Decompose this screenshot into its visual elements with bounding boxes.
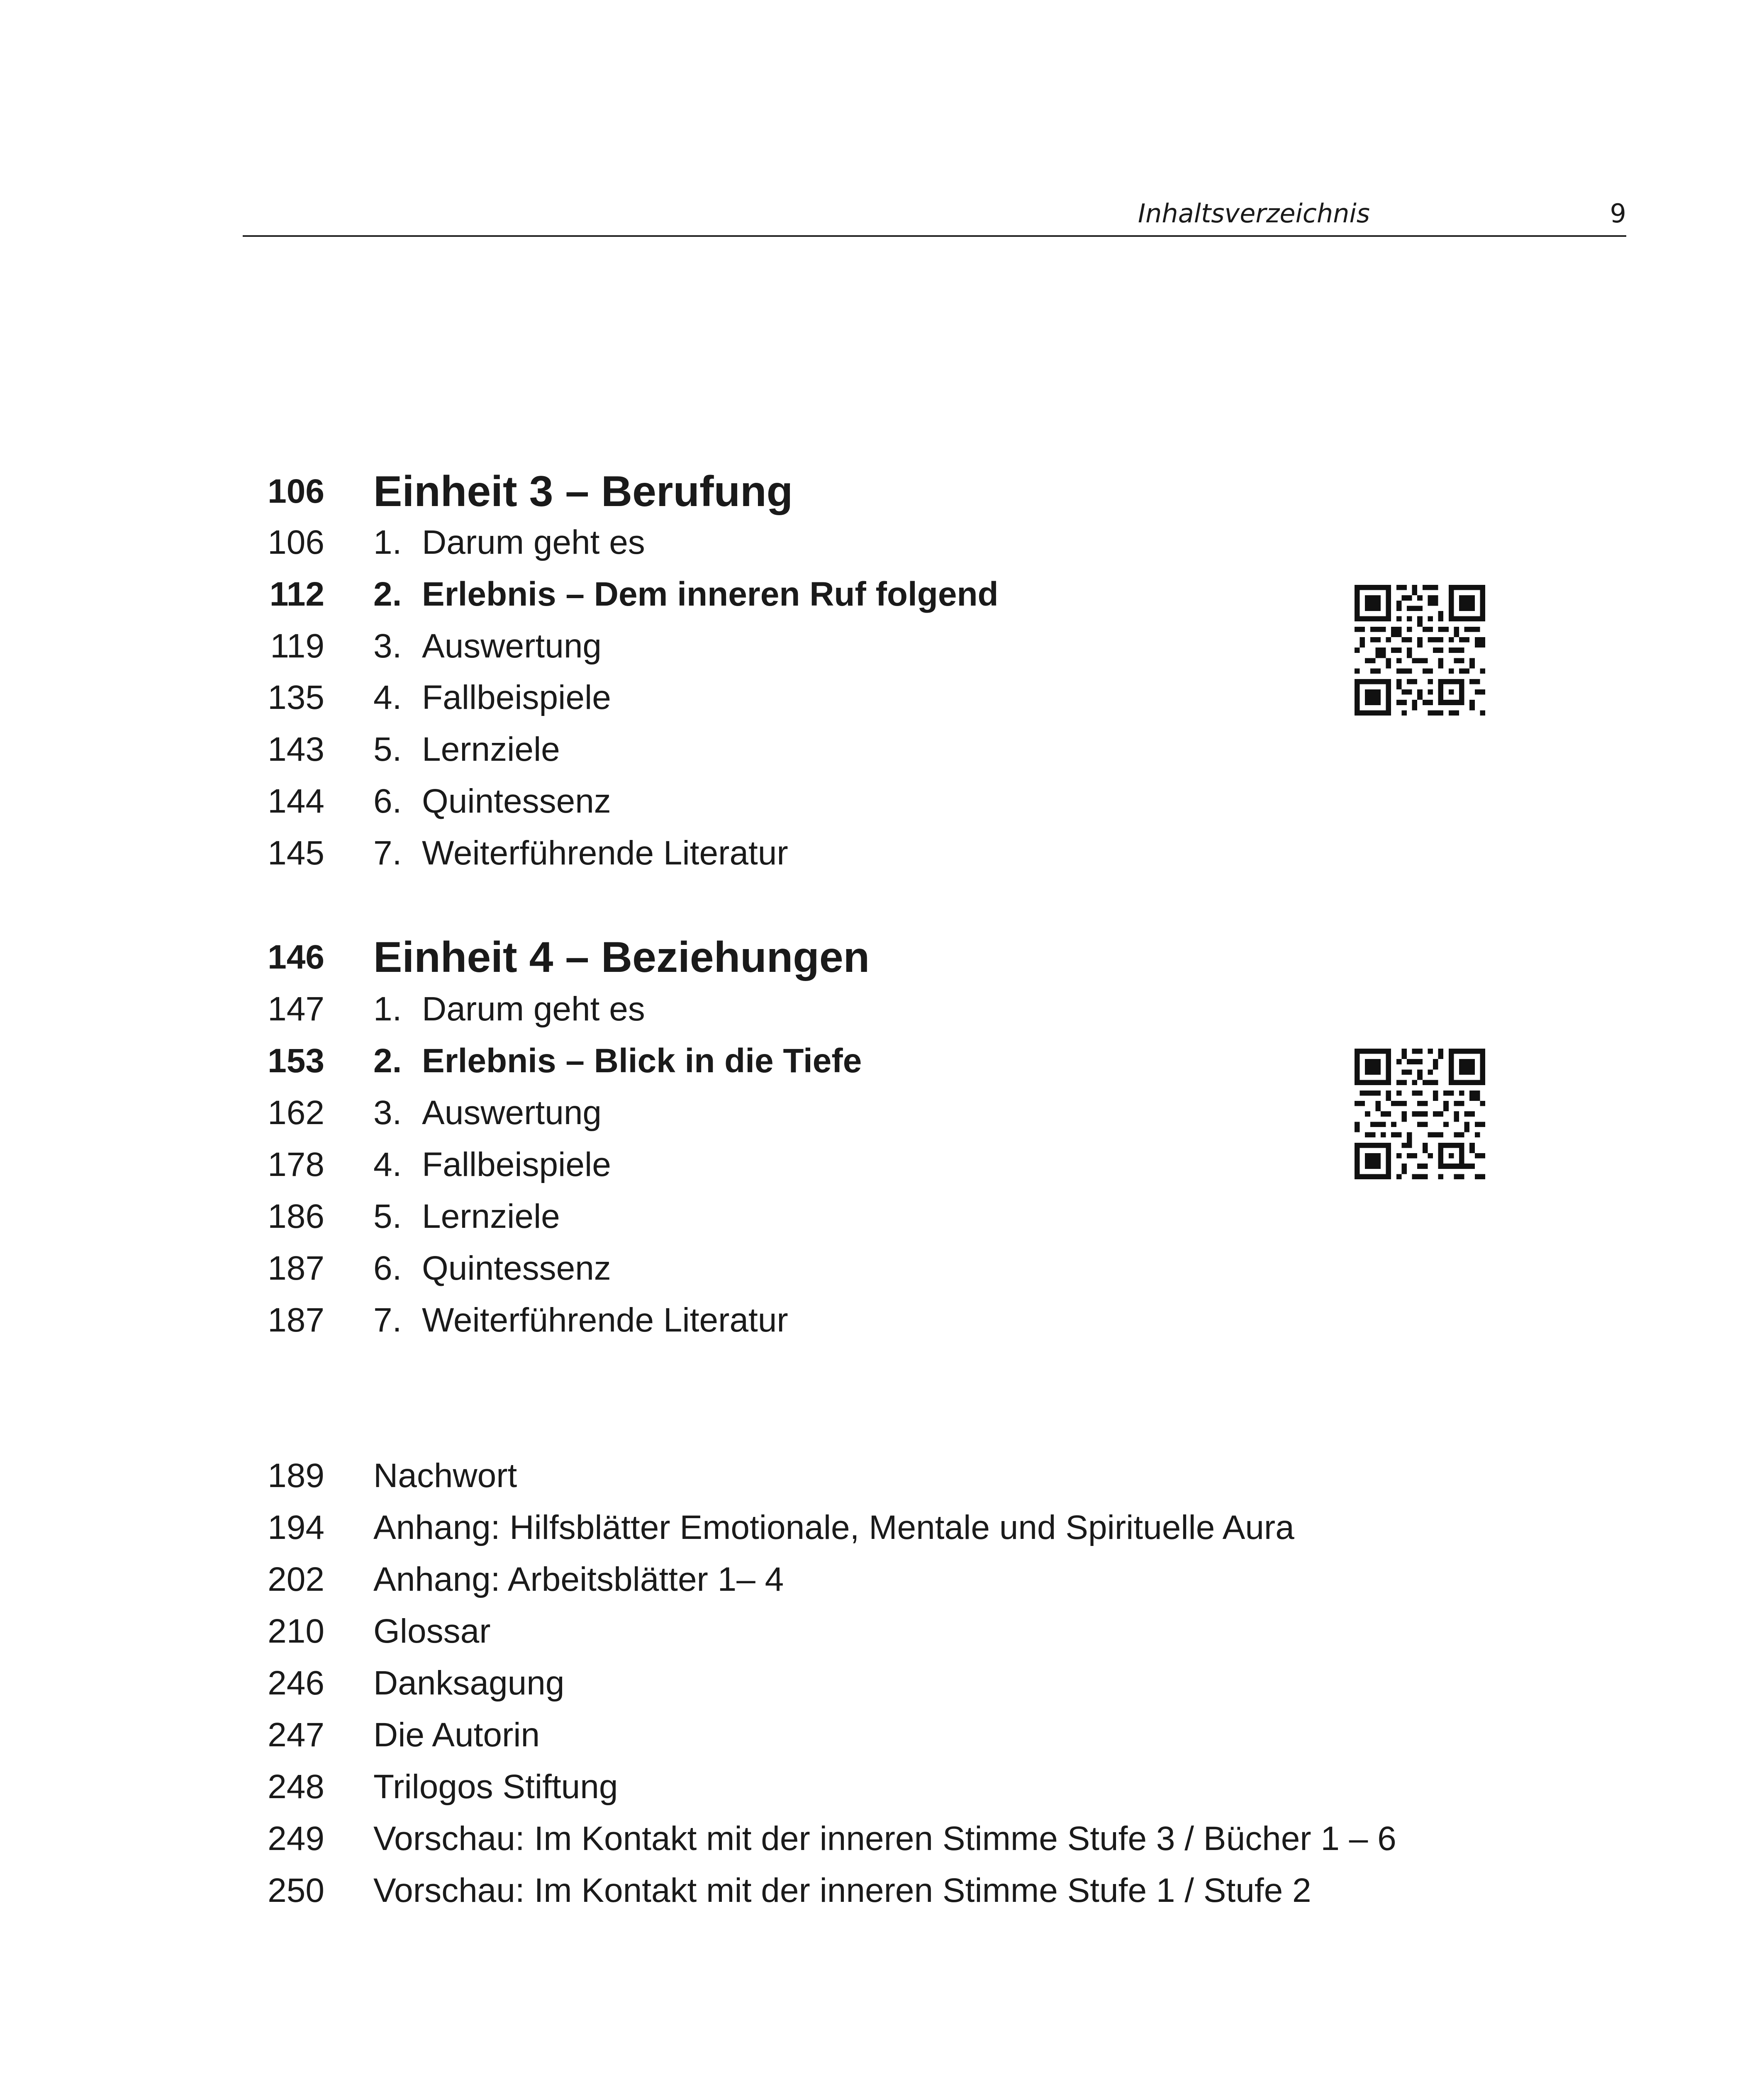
toc-page: 202: [268, 1560, 324, 1598]
unit-title: Einheit 3 – Berufung: [373, 467, 793, 516]
toc-label: Quintessenz: [422, 1249, 611, 1287]
toc-page: 162: [268, 1094, 324, 1132]
toc-label: Erlebnis – Dem inneren Ruf folgend: [422, 575, 999, 613]
toc-label: Lernziele: [422, 730, 560, 768]
toc-label: Fallbeispiele: [422, 1146, 611, 1183]
toc-page: 248: [268, 1768, 324, 1806]
toc-page: 210: [268, 1612, 324, 1650]
toc-label: Anhang: Arbeitsblätter 1– 4: [373, 1560, 784, 1598]
toc-page: 187: [268, 1301, 324, 1339]
toc-page: 246: [268, 1664, 324, 1702]
toc-number: 6.: [373, 782, 402, 820]
toc-number: 5.: [373, 730, 402, 768]
toc-page: 247: [268, 1716, 324, 1754]
toc-page: 143: [268, 730, 324, 768]
toc-label: Darum geht es: [422, 523, 645, 561]
toc-label: Erlebnis – Blick in die Tiefe: [422, 1042, 862, 1080]
unit-page: 146: [268, 938, 324, 976]
page-number: 9: [1610, 198, 1626, 229]
toc-page: 119: [270, 627, 324, 665]
toc-label: Auswertung: [422, 627, 602, 665]
toc-page: 153: [268, 1042, 324, 1080]
toc-number: 2.: [373, 1042, 402, 1080]
toc-label: Lernziele: [422, 1198, 560, 1235]
toc-page: 147: [268, 990, 324, 1028]
toc-page: 106: [268, 523, 324, 561]
header-title: Inhaltsverzeichnis: [1138, 198, 1370, 229]
toc-number: 1.: [373, 990, 402, 1028]
toc-label: Glossar: [373, 1612, 491, 1650]
unit-title: Einheit 4 – Beziehungen: [373, 933, 870, 981]
toc-label: Darum geht es: [422, 990, 645, 1028]
toc-page: 186: [268, 1198, 324, 1235]
toc-number: 6.: [373, 1249, 402, 1287]
toc-page: 144: [268, 782, 324, 820]
toc-label: Trilogos Stiftung: [373, 1768, 618, 1806]
toc-page: 187: [268, 1249, 324, 1287]
toc-number: 5.: [373, 1198, 402, 1235]
toc-label: Anhang: Hilfsblätter Emotionale, Mentale und Spirituelle Aura: [373, 1509, 1294, 1546]
toc-page: 112: [269, 575, 324, 613]
toc-number: 3.: [373, 627, 402, 665]
toc-number: 3.: [373, 1094, 402, 1132]
toc-number: 7.: [373, 1301, 402, 1339]
qr-code-icon[interactable]: [1355, 1049, 1485, 1179]
toc-page: 135: [268, 679, 324, 716]
toc-number: 1.: [373, 523, 402, 561]
toc-label: Die Autorin: [373, 1716, 540, 1754]
toc-number: 7.: [373, 834, 402, 872]
toc-number: 2.: [373, 575, 402, 613]
toc-page: 189: [268, 1457, 324, 1495]
toc-label: Quintessenz: [422, 782, 611, 820]
toc-page: 178: [268, 1146, 324, 1183]
toc-page: 250: [268, 1872, 324, 1909]
toc-page: 249: [268, 1820, 324, 1857]
qr-code-icon[interactable]: [1355, 585, 1485, 716]
toc-number: 4.: [373, 1146, 402, 1183]
toc-label: Nachwort: [373, 1457, 517, 1495]
toc-label: Weiterführende Literatur: [422, 1301, 788, 1339]
toc-label: Danksagung: [373, 1664, 565, 1702]
toc-label: Auswertung: [422, 1094, 602, 1132]
toc-page: 194: [268, 1509, 324, 1546]
toc-label: Vorschau: Im Kontakt mit der inneren Stimme Stufe 1 / Stufe 2: [373, 1872, 1311, 1909]
toc-label: Weiterführende Literatur: [422, 834, 788, 872]
header-rule: [243, 235, 1626, 237]
toc-page: 145: [268, 834, 324, 872]
unit-page: 106: [268, 472, 324, 510]
toc-number: 4.: [373, 679, 402, 716]
toc-label: Vorschau: Im Kontakt mit der inneren Stimme Stufe 3 / Bücher 1 – 6: [373, 1820, 1396, 1857]
toc-label: Fallbeispiele: [422, 679, 611, 716]
